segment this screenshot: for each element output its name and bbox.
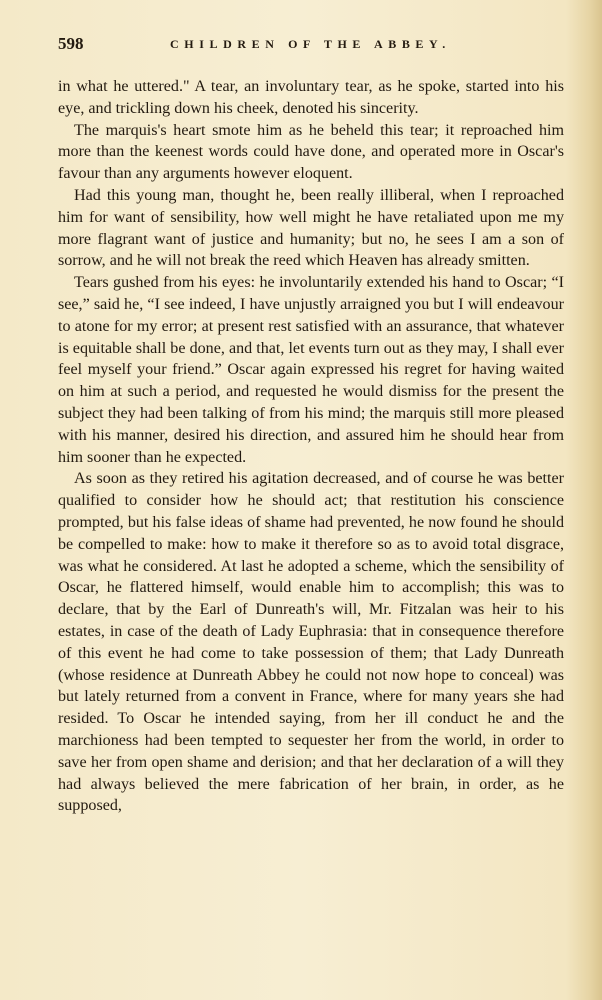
page-number: 598 (58, 34, 84, 53)
paragraph: Tears gushed from his eyes: he involuntarily extended his hand to Oscar; “I see,” said he, “I see indeed, I have unjustly arraigned you but I will endeavour to atone for my error; at present rest satisfied with an assurance, that whatever is equitable shall be done, and that, let events turn out as they may, I shall ever feel myself your friend.” Oscar again expressed his regret for having waited on him at such a period, and requested he would dismiss for the present the subject they had been talking of from his mind; the marquis still more pleased with his manner, desired his direction, and assured him he should hear from him sooner than he expected. (58, 274, 564, 466)
running-head: CHILDREN OF THE ABBEY. (170, 37, 451, 51)
paragraph: The marquis's heart smote him as he beheld this tear; it reproached him more than the keenest words could have done, and operated more in Oscar's favour than any arguments however eloquent. (58, 121, 564, 183)
body-text (58, 76, 564, 817)
paragraph: Had this young man, thought he, been really illiberal, when I reproached him for want of sensibility, how well might he have retaliated upon me my more flagrant want of justice and humanity; but no, he sees I am a son of sorrow, and he will not break the reed which Heaven has already smitten. (58, 186, 564, 270)
paragraph: As soon as they retired his agitation decreased, and of course he was better qualified to consider how he should act; that restitution his conscience prompted, but his false ideas of shame had prevented, he now found he should be compelled to make: how to make it therefore so as to avoid total disgrace, was what he considered. At last he adopted a scheme, which the sensibility of Oscar, he flattered himself, would enable him to accomplish; this was to declare, that by the Earl of Dunreath's will, Mr. Fitzalan was heir to his estates, in case of the death of Lady Euphrasia: that in consequence therefore of this event he had come to take possession of them; that Lady Dunreath (whose residence at Dunreath Abbey he could not now hope to conceal) was but lately returned from a convent in France, where for many years she had resided. To Oscar he intended saying, from her ill conduct he and the marchioness had been tempted to sequester her from the world, in order to save her from open shame and derision; and that her declaration of a will they had always believed the mere fabrication of her brain, in order, as he supposed, (58, 470, 564, 815)
paragraph: in what he uttered." A tear, an involuntary tear, as he spoke, started into his eye, and trickling down his cheek, denoted his sincerity. (58, 78, 564, 117)
page-header (58, 34, 548, 56)
